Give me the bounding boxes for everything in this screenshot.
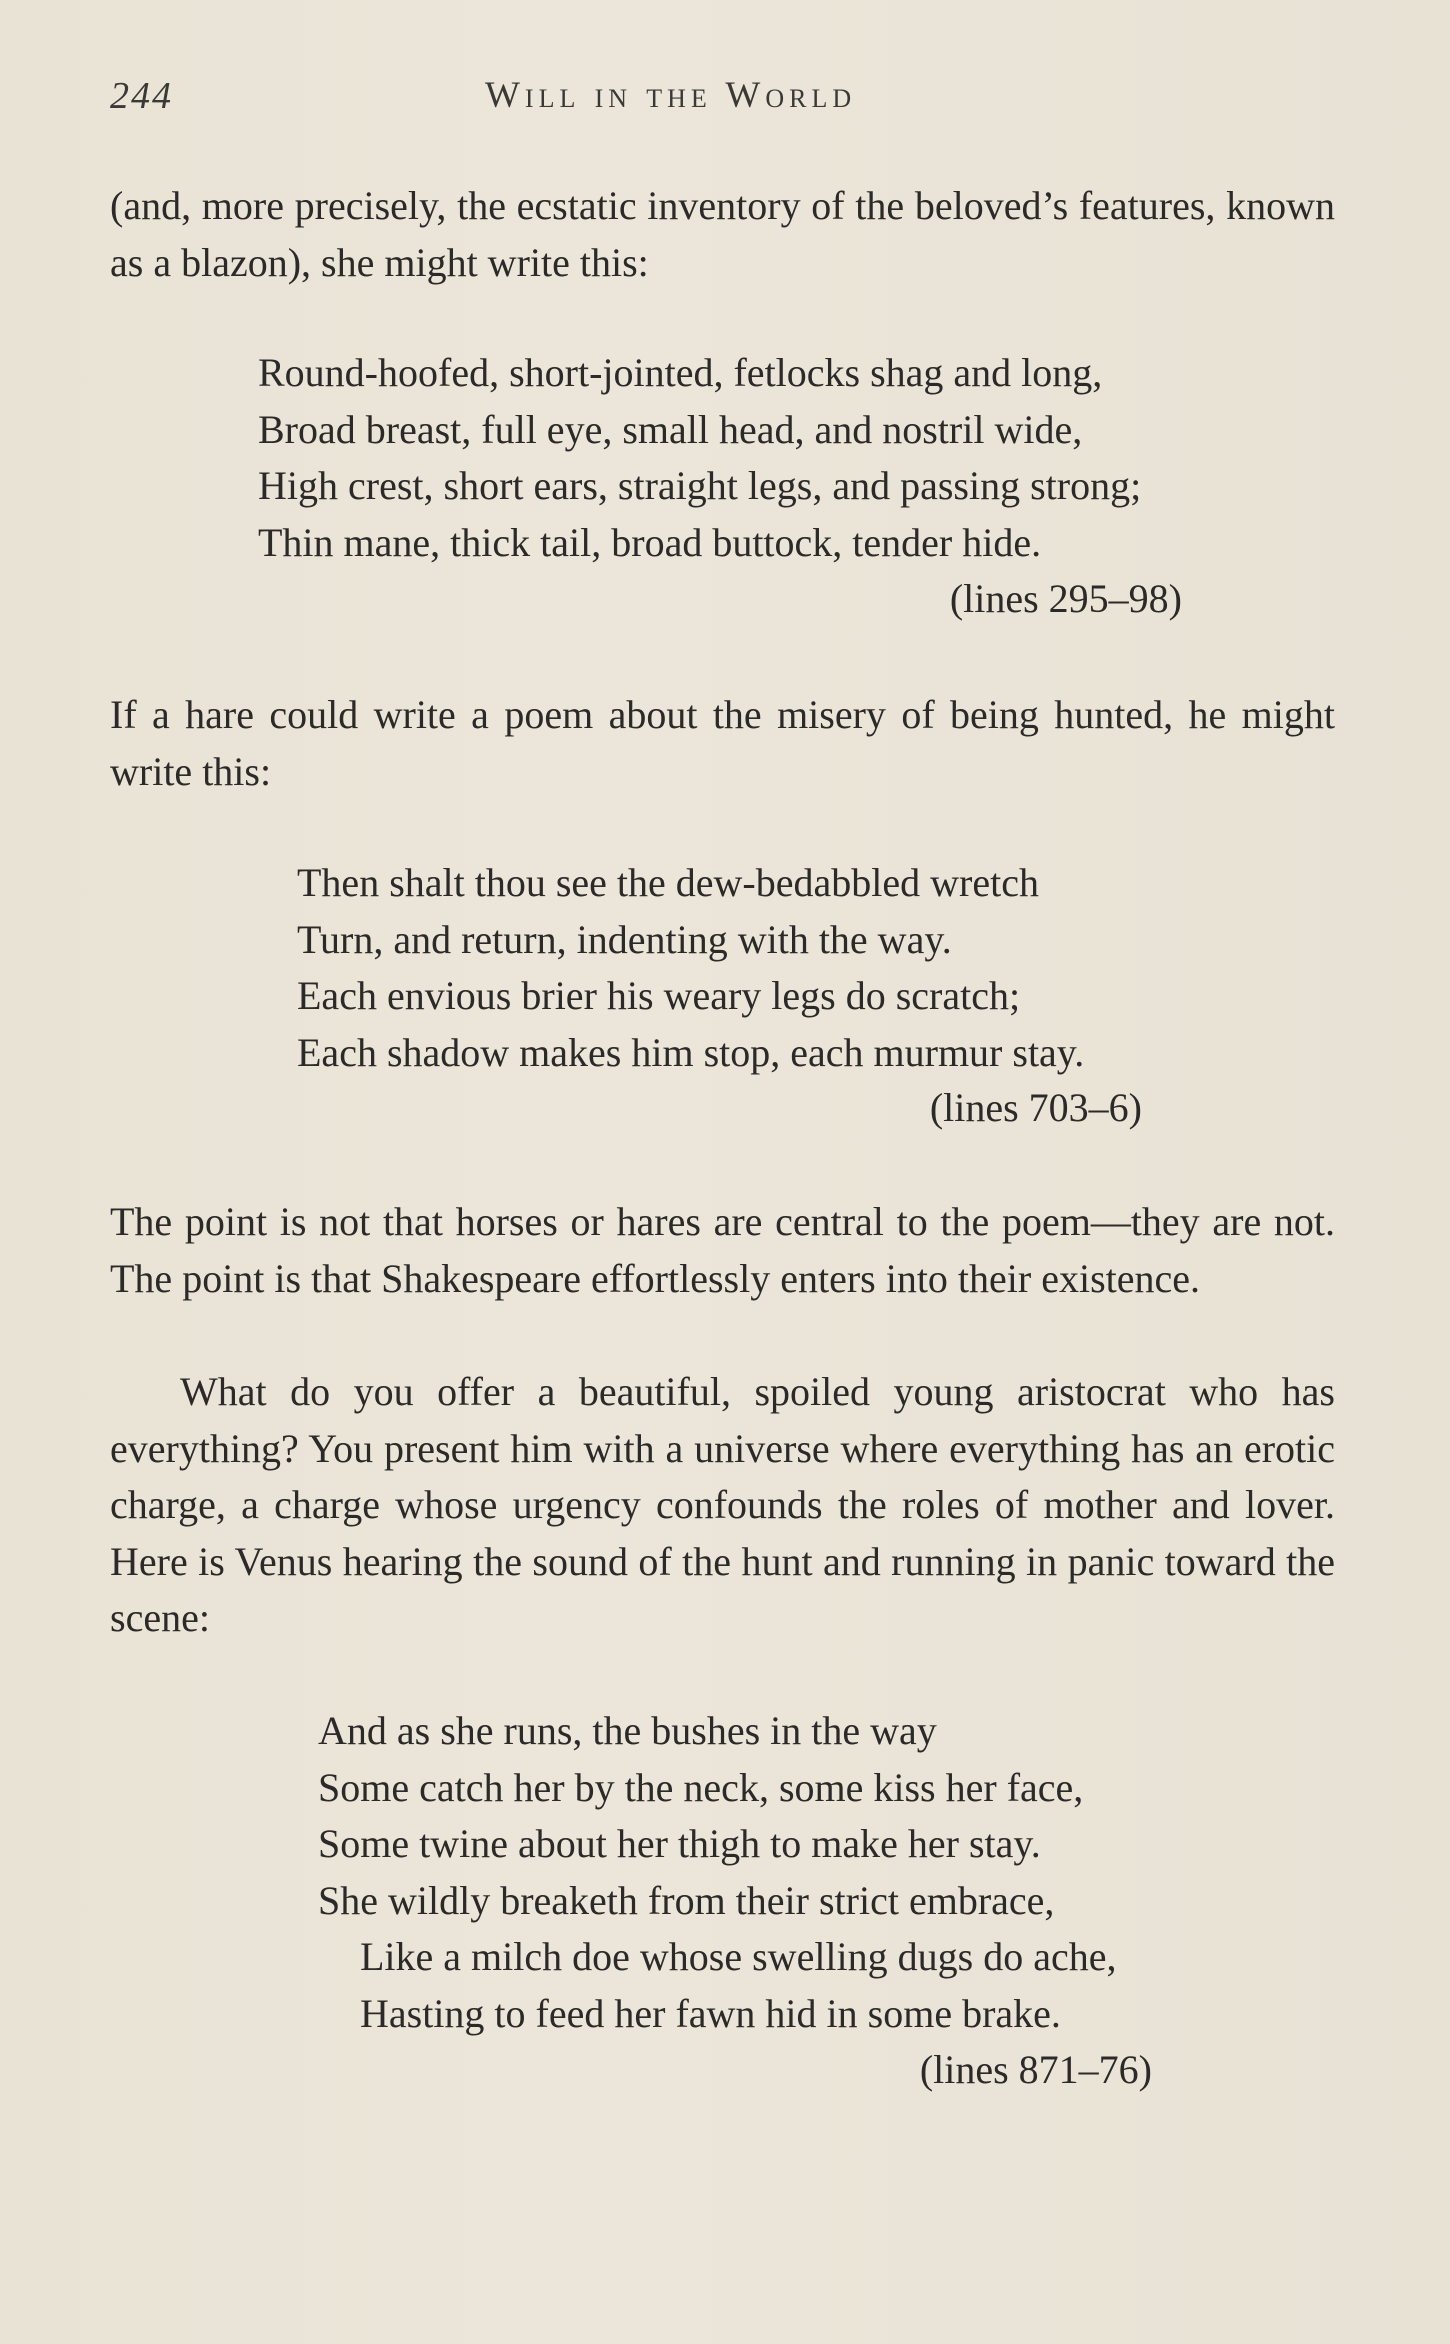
paragraph-aristocrat: What do you offer a beautiful, spoiled young aristocrat who has everything? You present him with a universe where everything has an erotic charge, a charge whose urgency confounds the roles of mother and lover. Here is Venus hearing the sound of the hunt and running in panic toward the scene: [110,1369,1335,1640]
paragraph-blazon-intro: (and, more precisely, the ecstatic inventory of the beloved’s features, known as a blazon), she might write this: [110,183,1335,285]
citation-hare: (lines 703–6) [929,1085,1142,1130]
verse-quote-hare [297,855,1084,1081]
verse-line: Round-hoofed, short-jointed, fetlocks shag and long, [258,350,1103,395]
paragraph-point: The point is not that horses or hares are central to the poem—they are not. The point is that Shakespeare effortlessly enters into their existence. [110,1199,1335,1301]
verse-line: Each shadow makes him stop, each murmur stay. [297,1029,1085,1075]
verse-line: Each envious brier his weary legs do scratch; [297,973,1021,1018]
verse-line: Broad breast, full eye, small head, and nostril wide, [258,406,1083,452]
verse-line: Some catch her by the neck, some kiss her face, [318,1764,1084,1810]
verse-line: She wildly breaketh from their strict embrace, [318,1877,1055,1923]
paragraph-hare-intro: If a hare could write a poem about the misery of being hunted, he might write this: [110,692,1335,794]
verse-line: Some twine about her thigh to make her stay. [318,1821,1041,1866]
verse-line: Then shalt thou see the dew-bedabbled wretch [297,860,1039,905]
verse-quote-venus [318,1703,1116,2042]
citation-venus: (lines 871–76) [919,2047,1152,2092]
verse-line: Turn, and return, indenting with the way. [297,916,952,962]
citation-horse: (lines 295–98) [949,576,1182,621]
verse-line-indented: Hasting to feed her fawn hid in some brake. [360,1990,1061,2036]
verse-quote-horse [258,345,1141,571]
running-title: Will in the World [485,75,857,116]
verse-line: Thin mane, thick tail, broad buttock, tender hide. [258,519,1042,565]
page-number: 244 [110,75,173,117]
page-header [110,74,1335,124]
verse-line: And as she runs, the bushes in the way [318,1708,937,1753]
verse-line: High crest, short ears, straight legs, and passing strong; [258,463,1142,508]
verse-line-indented: Like a milch doe whose swelling dugs do ache, [360,1934,1117,1979]
